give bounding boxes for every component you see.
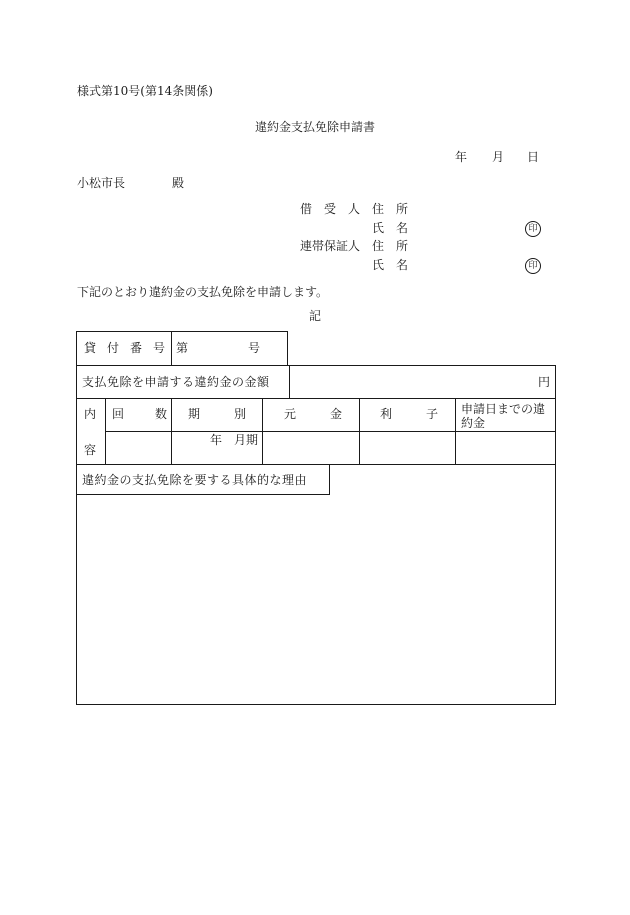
loan-number-label-char: 番 [130,341,143,355]
address-label-char: 所 [396,239,409,253]
addressee [77,176,185,190]
period-year: 年 [210,433,223,447]
loan-number-label-char: 貸 [84,341,97,355]
principal-header-char: 金 [330,407,343,421]
date-day: 日 [527,150,540,164]
address-label-char: 住 [372,202,385,216]
address-label-char: 所 [396,202,409,216]
details-header-divider [105,431,556,432]
name-label-char: 氏 [372,258,385,272]
name-label-char: 氏 [372,221,385,235]
loan-number-divider [171,331,172,366]
count-header-char: 回 [112,407,125,421]
interest-header-char: 利 [380,407,393,421]
amount-unit: 円 [538,375,551,389]
count-header-char: 数 [155,407,168,421]
seal-icon: 印 [525,221,541,237]
borrower-role-char: 受 [324,202,337,216]
form-number: 様式第10号(第14条関係) [77,84,213,98]
loan-number-label-char: 号 [153,341,166,355]
loan-number-label-char: 付 [107,341,120,355]
details-col-divider [455,398,456,464]
loan-number-go: 号 [248,341,261,355]
seal-icon: 印 [525,258,541,274]
borrower-role-char: 人 [348,202,361,216]
row-divider [76,398,556,399]
name-label-char: 名 [396,258,409,272]
borrower-role-char: 借 [300,202,313,216]
period-header-char: 期 [188,407,201,421]
details-col-divider [262,398,263,464]
borrower-address-row [300,203,550,217]
date-year: 年 [455,150,468,164]
details-side-label: 容 [84,443,97,457]
reason-input-area[interactable] [80,500,550,698]
principal-header-char: 元 [284,407,297,421]
intro-text: 下記のとおり違約金の支払免除を申請します。 [77,285,329,299]
mayor-title: 小松市長 [77,176,126,190]
loan-number-dai: 第 [176,341,189,355]
details-side-label: 内 [84,407,97,421]
period-month: 月期 [234,433,259,447]
guarantor-role: 連帯保証人 [300,239,361,253]
amount-divider [289,365,290,398]
name-label-char: 名 [396,221,409,235]
penalty-header: 申請日までの違約金 [461,402,546,430]
guarantor-name-row [300,258,550,274]
reason-label: 違約金の支払免除を要する具体的な理由 [82,473,308,487]
ki-heading: 記 [308,309,321,323]
details-col-divider [105,398,106,464]
details-col-divider [359,398,360,464]
address-label-char: 住 [372,239,385,253]
interest-header-char: 子 [426,407,439,421]
details-col-divider [171,398,172,464]
amount-label: 支払免除を申請する違約金の金額 [82,375,270,389]
period-header-char: 別 [234,407,247,421]
guarantor-address-row [300,240,550,254]
date-month: 月 [492,150,505,164]
document-title: 違約金支払免除申請書 [254,120,375,134]
borrower-name-row [300,221,550,237]
honorific: 殿 [172,176,185,190]
